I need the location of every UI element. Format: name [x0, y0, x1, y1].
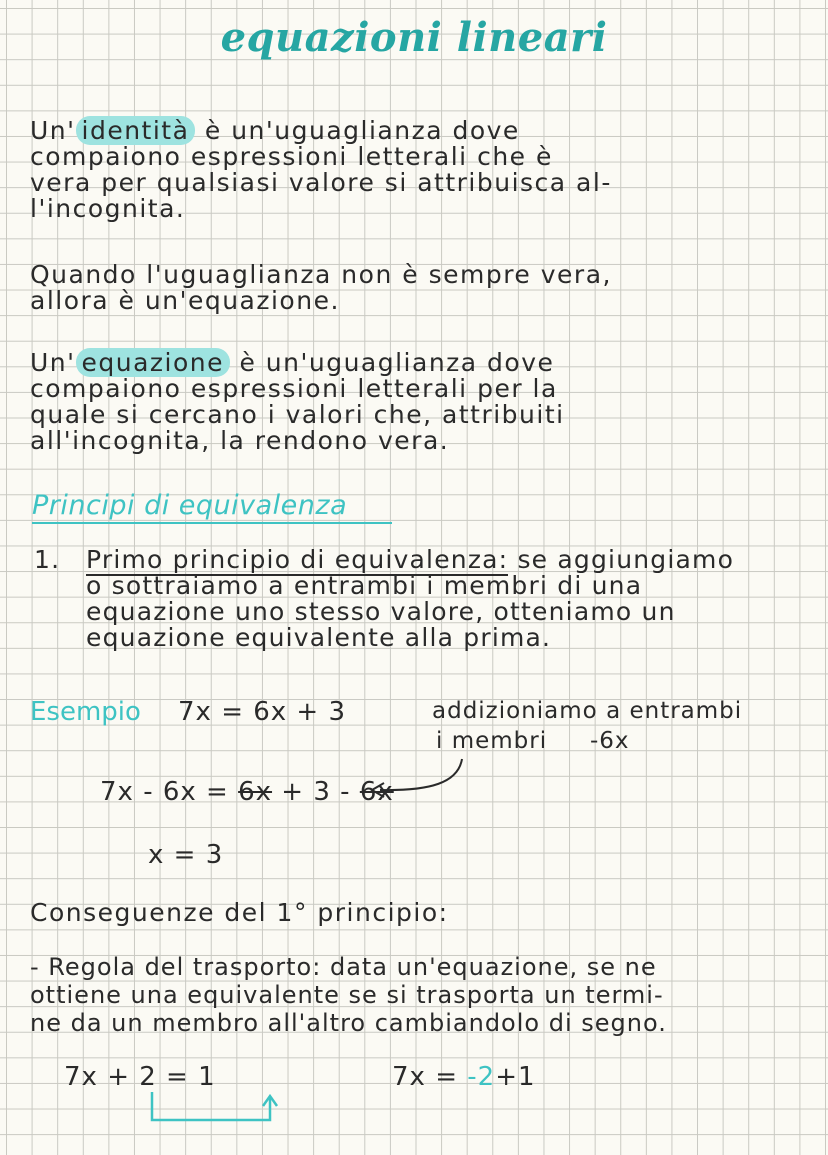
equation-line-1: Un' equazione è un'uguaglianza dove — [30, 348, 555, 377]
example-note-term: -6x — [590, 728, 630, 754]
transport-arrow-icon — [144, 1090, 284, 1130]
equation-line-3: quale si cercano i valori che, attribuiti — [30, 400, 565, 429]
identity-line-1: Un' identità è un'uguaglianza dove — [30, 116, 520, 145]
rule-line-3: ne da un membro all'altro cambiandolo di segno. — [30, 1009, 667, 1037]
principle-line-1: Primo principio di equivalenza: se aggiungiamo — [86, 545, 735, 574]
rule-line-1: - Regola del trasporto: data un'equazione, se ne — [30, 953, 657, 981]
principle-line-3: equazione uno stesso valore, otteniamo un — [86, 597, 676, 626]
principle-title: Primo principio di equivalenza: — [86, 545, 509, 574]
moved-term: -2 — [467, 1062, 496, 1092]
identity-definition — [30, 118, 805, 222]
section-heading-underline — [32, 522, 392, 524]
cancelled-term: 6x — [359, 777, 394, 807]
equation-condition — [30, 262, 805, 314]
page-edge-indicator — [806, 0, 828, 110]
example-equation: 7x = 6x + 3 — [178, 697, 347, 727]
condition-line-1: Quando l'uguaglianza non è sempre vera, — [30, 260, 612, 289]
equation-line-2: compaiono espressioni letterali per la — [30, 374, 558, 403]
transport-example-right: 7x = -2+1 — [392, 1062, 536, 1092]
example-note-line-2: i membri — [436, 728, 548, 754]
example-result: x = 3 — [148, 840, 224, 870]
transport-rule — [30, 953, 815, 1037]
consequences-heading: Conseguenze del 1° principio: — [30, 898, 449, 927]
condition-line-2: allora è un'equazione. — [30, 286, 340, 315]
highlighted-term-identita: identità — [76, 116, 196, 145]
equation-definition — [30, 350, 805, 454]
principle-line-4: equazione equivalente alla prima. — [86, 623, 552, 652]
identity-line-2: compaiono espressioni letterali che è — [30, 142, 553, 171]
principle-body — [86, 547, 814, 651]
example-step: 7x - 6x = 6x + 3 - 6x — [100, 777, 394, 807]
example-label: Esempio — [30, 697, 141, 727]
identity-line-4: l'incognita. — [30, 194, 186, 223]
transport-example-left: 7x + 2 = 1 — [64, 1062, 216, 1092]
section-heading: Principi di equivalenza — [32, 490, 348, 521]
equation-line-4: all'incognita, la rendono vera. — [30, 426, 450, 455]
cancelled-term: 6x — [238, 777, 273, 807]
identity-line-3: vera per qualsiasi valore si attribuisca al- — [30, 168, 612, 197]
principle-line-2: o sottraiamo a entrambi i membri di una — [86, 571, 643, 600]
rule-line-2: ottiene una equivalente se si trasporta un termi- — [30, 981, 664, 1009]
page-title: equazioni lineari — [220, 14, 608, 61]
example-note-line-1: addizioniamo a entrambi — [432, 698, 743, 724]
principle-number: 1. — [34, 545, 61, 574]
highlighted-term-equazione: equazione — [76, 348, 231, 377]
